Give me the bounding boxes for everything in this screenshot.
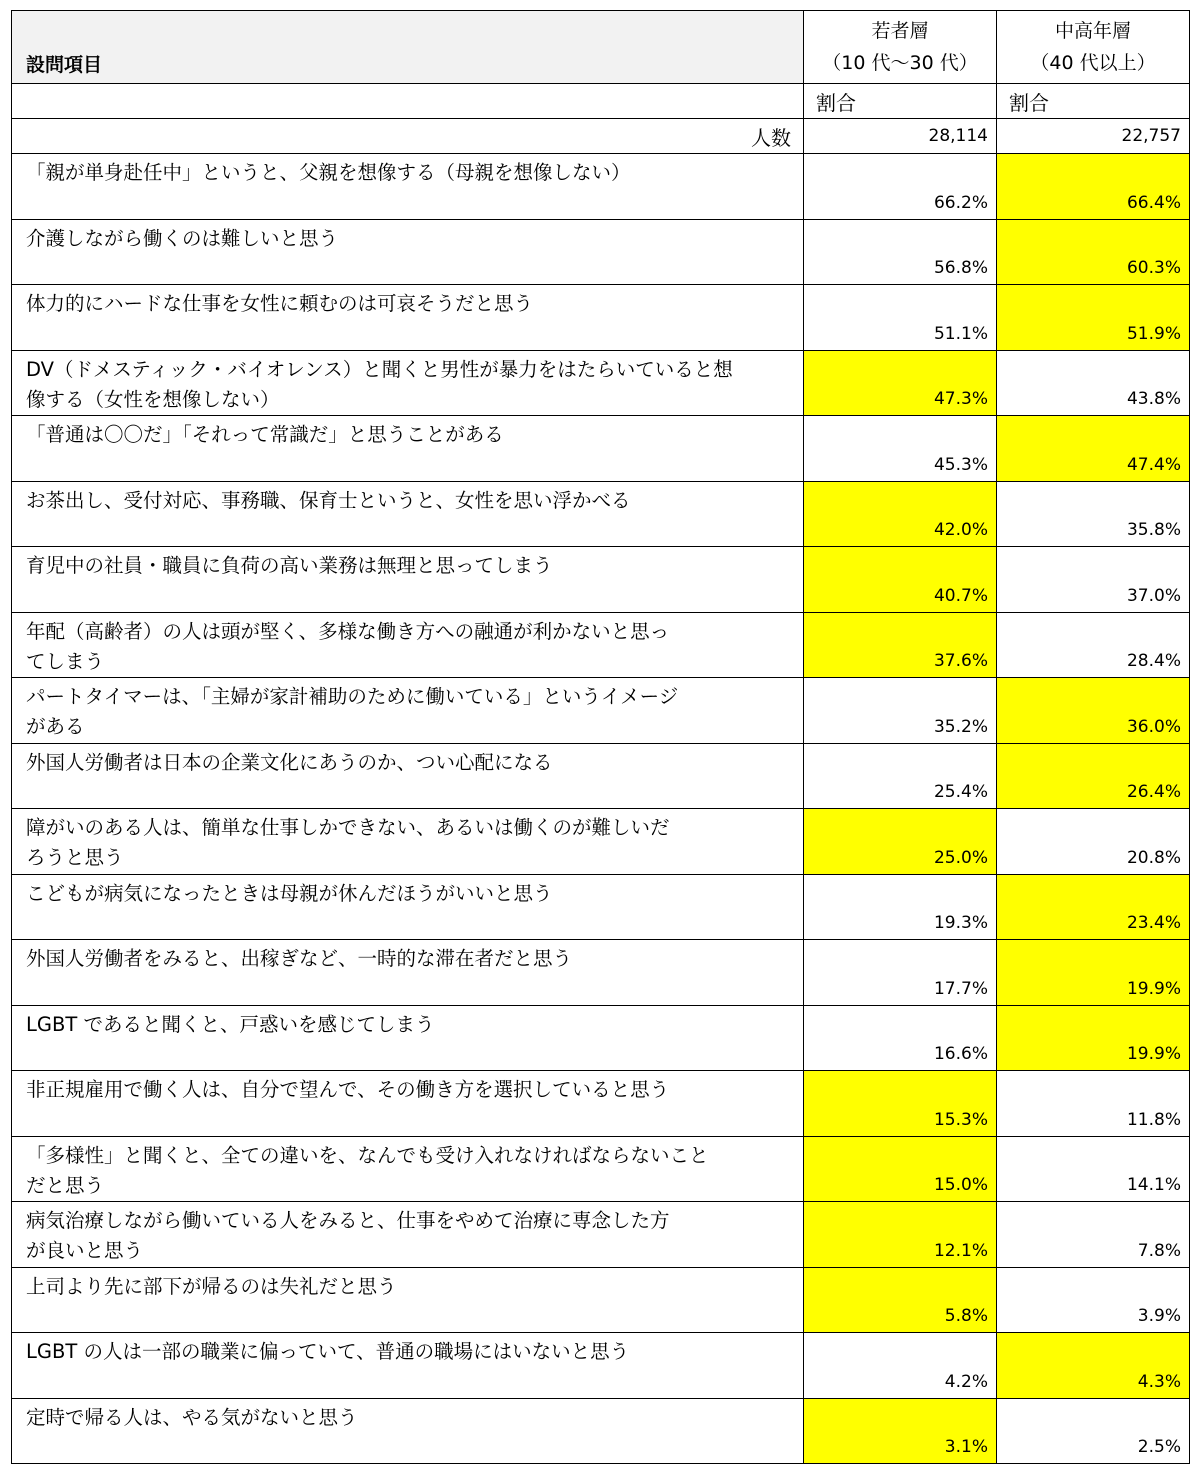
- middle-ratio-cell: [997, 1267, 1190, 1333]
- middle-ratio-value: 51.9%: [1126, 323, 1181, 344]
- survey-question-text: LGBT の人は一部の職業に偏っていて、普通の職場にはいないと思う: [26, 1340, 630, 1363]
- young-ratio-value: 12.1%: [933, 1240, 988, 1261]
- middle-ratio-value: 37.0%: [1126, 585, 1181, 606]
- survey-question-cell: [12, 612, 804, 678]
- middle-ratio-value: 47.4%: [1126, 454, 1181, 475]
- subheader-blank: [12, 84, 804, 119]
- young-ratio-value: 3.1%: [944, 1437, 988, 1457]
- middle-ratio-cell: [997, 612, 1190, 678]
- survey-question-cell: [12, 1071, 804, 1137]
- survey-question-text: 障がいのある人は、簡単な仕事しかできない、あるいは働くのが難しいだ ろうと思う: [26, 816, 670, 869]
- survey-question-text: 「普通は〇〇だ」「それって常識だ」と思うことがある: [26, 423, 504, 446]
- survey-question-cell: [12, 1398, 804, 1464]
- middle-ratio-cell: [997, 1398, 1190, 1464]
- middle-ratio-value: 35.8%: [1126, 520, 1181, 540]
- middle-ratio-cell: [997, 1202, 1190, 1268]
- survey-question-cell: [12, 1267, 804, 1333]
- young-ratio-cell: [804, 219, 997, 285]
- middle-ratio-cell: [997, 481, 1190, 547]
- middle-ratio-cell: [997, 154, 1190, 220]
- survey-item-row: [12, 940, 1190, 1006]
- survey-question-text: こどもが病気になったときは母親が休んだほうがいいと思う: [26, 881, 553, 905]
- survey-item-row: [12, 809, 1190, 875]
- middle-ratio-cell: [997, 350, 1190, 416]
- young-ratio-cell: [804, 1267, 997, 1333]
- survey-question-cell: [12, 940, 804, 1006]
- middle-ratio-label: 割合: [1009, 90, 1049, 115]
- young-ratio-value: 4.2%: [944, 1371, 988, 1392]
- young-respondent-count: 28,114: [804, 119, 997, 154]
- survey-item-row: [12, 219, 1190, 285]
- survey-question-text: 非正規雇用で働く人は、自分で望んで、その働き方を選択していると思う: [26, 1078, 670, 1101]
- young-ratio-value: 35.2%: [933, 716, 988, 737]
- middle-ratio-value: 11.8%: [1126, 1109, 1181, 1130]
- survey-item-row: [12, 612, 1190, 678]
- middle-ratio-cell: [997, 678, 1190, 744]
- young-ratio-value: 66.2%: [933, 192, 988, 213]
- survey-question-cell: [12, 743, 804, 809]
- middle-ratio-cell: [997, 285, 1190, 351]
- survey-item-row: [12, 1005, 1190, 1071]
- survey-item-row: [12, 285, 1190, 351]
- middle-ratio-cell: [997, 416, 1190, 482]
- middle-group-age-range: （40 代以上）: [1030, 52, 1156, 74]
- survey-item-row: [12, 481, 1190, 547]
- survey-item-row: [12, 416, 1190, 482]
- survey-question-text: 育児中の社員・職員に負荷の高い業務は無理と思ってしまう: [26, 554, 553, 577]
- young-ratio-value: 56.8%: [933, 258, 988, 278]
- young-ratio-value: 5.8%: [944, 1306, 988, 1326]
- survey-question-text: 外国人労働者は日本の企業文化にあうのか、つい心配になる: [26, 750, 553, 774]
- young-ratio-value: 45.3%: [933, 454, 988, 475]
- middle-group-title: 中高年層: [1054, 20, 1131, 42]
- middle-ratio-cell: [997, 219, 1190, 285]
- survey-question-cell: [12, 416, 804, 482]
- middle-ratio-value: 66.4%: [1126, 192, 1181, 213]
- middle-ratio-value: 36.0%: [1126, 716, 1181, 737]
- young-ratio-header: [804, 84, 997, 119]
- middle-ratio-value: 19.9%: [1126, 978, 1181, 999]
- middle-ratio-value: 20.8%: [1126, 847, 1181, 868]
- young-ratio-cell: [804, 1333, 997, 1399]
- young-ratio-cell: [804, 1071, 997, 1137]
- survey-item-row: [12, 1333, 1190, 1399]
- young-ratio-cell: [804, 874, 997, 940]
- survey-question-text: LGBT であると聞くと、戸惑いを感じてしまう: [26, 1012, 435, 1036]
- survey-question-cell: [12, 1005, 804, 1071]
- young-ratio-cell: [804, 743, 997, 809]
- young-ratio-value: 16.6%: [933, 1044, 988, 1064]
- middle-ratio-cell: [997, 547, 1190, 613]
- young-ratio-cell: [804, 547, 997, 613]
- survey-question-cell: [12, 219, 804, 285]
- middle-ratio-cell: [997, 743, 1190, 809]
- survey-question-text: パートタイマーは、「主婦が家計補助のために働いている」というイメージ がある: [26, 685, 679, 738]
- middle-ratio-cell: [997, 940, 1190, 1006]
- survey-question-text: 「多様性」と聞くと、全ての違いを、なんでも受け入れなければならないこと だと思う: [26, 1143, 709, 1197]
- survey-item-row: [12, 350, 1190, 416]
- middle-ratio-value: 2.5%: [1137, 1437, 1181, 1457]
- middle-ratio-cell: [997, 1333, 1190, 1399]
- survey-item-row: [12, 1202, 1190, 1268]
- survey-question-text: 上司より先に部下が帰るのは失礼だと思う: [26, 1274, 397, 1298]
- middle-respondent-count: 22,757: [997, 119, 1190, 154]
- young-ratio-cell: [804, 481, 997, 547]
- header-row: [12, 11, 1190, 84]
- middle-ratio-value: 4.3%: [1137, 1371, 1181, 1392]
- middle-ratio-value: 19.9%: [1126, 1044, 1181, 1064]
- young-group-header: [804, 11, 997, 84]
- middle-ratio-value: 43.8%: [1126, 389, 1181, 409]
- young-ratio-cell: [804, 940, 997, 1006]
- young-ratio-value: 25.4%: [933, 782, 988, 802]
- middle-ratio-cell: [997, 874, 1190, 940]
- survey-question-cell: [12, 481, 804, 547]
- survey-question-cell: [12, 350, 804, 416]
- survey-item-row: [12, 547, 1190, 613]
- middle-ratio-value: 26.4%: [1126, 782, 1181, 802]
- young-ratio-cell: [804, 1005, 997, 1071]
- young-ratio-cell: [804, 678, 997, 744]
- survey-question-cell: [12, 547, 804, 613]
- young-ratio-cell: [804, 1398, 997, 1464]
- young-ratio-cell: [804, 612, 997, 678]
- middle-ratio-value: 28.4%: [1126, 651, 1181, 671]
- survey-item-row: [12, 1267, 1190, 1333]
- survey-item-row: [12, 1136, 1190, 1202]
- survey-question-text: お茶出し、受付対応、事務職、保育士というと、女性を思い浮かべる: [26, 488, 631, 512]
- middle-ratio-cell: [997, 1136, 1190, 1202]
- middle-ratio-value: 14.1%: [1126, 1175, 1181, 1195]
- survey-question-cell: [12, 678, 804, 744]
- young-ratio-value: 25.0%: [933, 847, 988, 868]
- survey-question-cell: [12, 1202, 804, 1268]
- survey-question-cell: [12, 809, 804, 875]
- middle-group-header: [997, 11, 1190, 84]
- survey-table: [11, 10, 1190, 1464]
- survey-question-text: 病気治療しながら働いている人をみると、仕事をやめて治療に専念した方 が良いと思う: [26, 1209, 670, 1262]
- young-ratio-label: 割合: [816, 90, 856, 115]
- young-ratio-value: 15.0%: [933, 1175, 988, 1195]
- survey-question-text: 外国人労働者をみると、出稼ぎなど、一時的な滞在者だと思う: [26, 947, 573, 970]
- young-ratio-cell: [804, 285, 997, 351]
- young-ratio-value: 47.3%: [933, 389, 988, 409]
- respondent-count-label: 人数: [12, 119, 804, 154]
- survey-item-row: [12, 1398, 1190, 1464]
- survey-question-cell: [12, 154, 804, 220]
- young-ratio-value: 17.7%: [933, 978, 988, 999]
- young-ratio-value: 42.0%: [933, 520, 988, 540]
- survey-table-body: [12, 11, 1190, 1464]
- survey-item-row: [12, 154, 1190, 220]
- middle-ratio-cell: [997, 1071, 1190, 1137]
- survey-item-row: [12, 678, 1190, 744]
- survey-item-row: [12, 743, 1190, 809]
- young-group-title: 若者層: [871, 20, 929, 42]
- young-group-age-range: （10 代～30 代）: [822, 52, 978, 74]
- young-ratio-cell: [804, 416, 997, 482]
- survey-question-text: DV（ドメスティック・バイオレンス）と聞くと男性が暴力をはたらいていると想 像する（女性を想像しない）: [26, 357, 733, 411]
- survey-question-text: 「親が単身赴任中」というと、父親を想像する（母親を想像しない）: [26, 161, 631, 184]
- middle-ratio-value: 7.8%: [1137, 1240, 1181, 1261]
- question-header-label: 設問項目: [26, 54, 103, 76]
- middle-ratio-cell: [997, 1005, 1190, 1071]
- middle-ratio-value: 23.4%: [1126, 913, 1181, 933]
- survey-question-cell: [12, 1333, 804, 1399]
- survey-question-text: 介護しながら働くのは難しいと思う: [26, 226, 339, 250]
- middle-ratio-value: 60.3%: [1126, 258, 1181, 278]
- survey-question-cell: [12, 1136, 804, 1202]
- survey-question-cell: [12, 285, 804, 351]
- young-ratio-cell: [804, 154, 997, 220]
- young-ratio-value: 37.6%: [933, 651, 988, 671]
- young-ratio-value: 19.3%: [933, 913, 988, 933]
- survey-question-cell: [12, 874, 804, 940]
- survey-question-text: 定時で帰る人は、やる気がないと思う: [26, 1405, 358, 1429]
- young-ratio-cell: [804, 1136, 997, 1202]
- survey-question-text: 体力的にハードな仕事を女性に頼むのは可哀そうだと思う: [26, 292, 534, 315]
- survey-question-text: 年配（高齢者）の人は頭が堅く、多様な働き方への融通が利かないと思っ てしまう: [26, 619, 670, 673]
- middle-ratio-value: 3.9%: [1137, 1306, 1181, 1326]
- young-ratio-cell: [804, 350, 997, 416]
- young-ratio-cell: [804, 1202, 997, 1268]
- respondent-count-row: [12, 119, 1190, 154]
- young-ratio-value: 15.3%: [933, 1109, 988, 1130]
- middle-ratio-cell: [997, 809, 1190, 875]
- question-header: [12, 11, 804, 84]
- young-ratio-value: 51.1%: [933, 323, 988, 344]
- young-ratio-value: 40.7%: [933, 585, 988, 606]
- middle-ratio-header: [997, 84, 1190, 119]
- young-ratio-cell: [804, 809, 997, 875]
- survey-item-row: [12, 1071, 1190, 1137]
- survey-item-row: [12, 874, 1190, 940]
- subheader-row: [12, 84, 1190, 119]
